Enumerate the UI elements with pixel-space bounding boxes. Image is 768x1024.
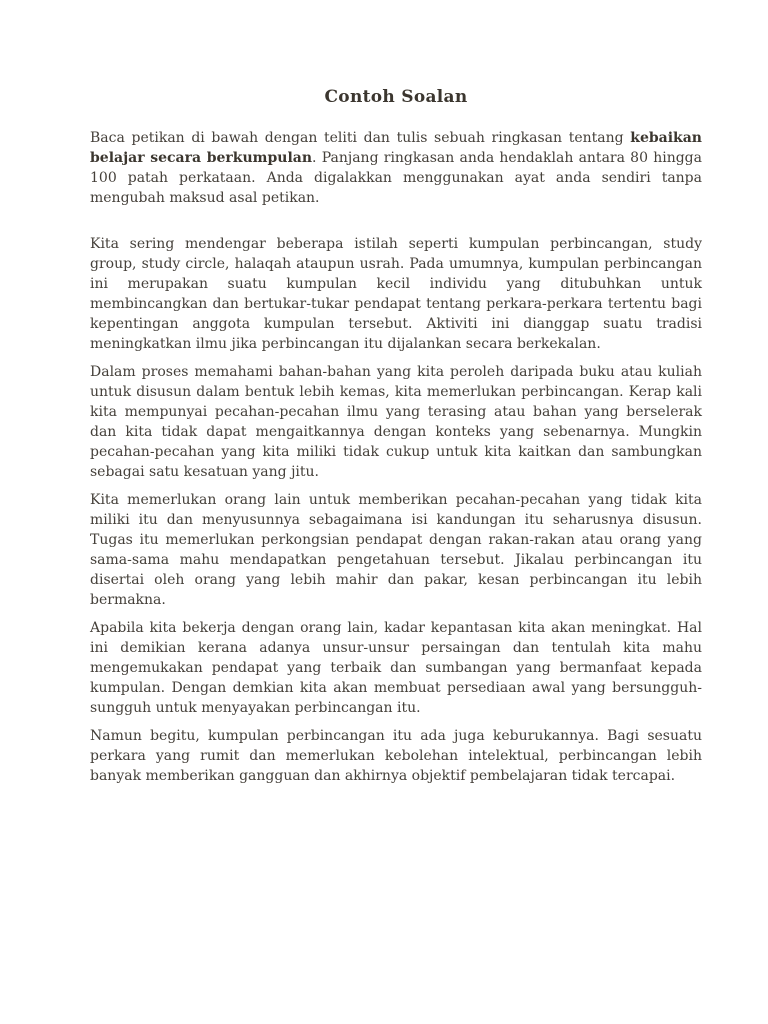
page-title: Contoh Soalan (324, 87, 468, 107)
passage-paragraph: Kita sering mendengar beberapa istilah seperti kumpulan perbincangan, study group, study circle, halaqah ataupun usrah. Pada umumnya, kumpulan perbincangan ini merupakan suatu kumpulan kecil individu yang ditubuhkan untuk membincangkan dan bertukar-tukar pendapat tentang perkara-perkara tertentu bagi kepentingan anggota kumpulan tersebut. Aktiviti ini dianggap suatu tradisi meningkatkan ilmu jika perbincangan itu dijalankan secara berkekalan. (90, 236, 702, 352)
instruction-text-before: Baca petikan di bawah dengan teliti dan tulis sebuah ringkasan tentang (90, 130, 631, 146)
passage-paragraph: Apabila kita bekerja dengan orang lain, kadar kepantasan kita akan meningkat. Hal ini demikian kerana adanya unsur-unsur persaingan dan tentulah kita mahu mengemukakan pendapat yang terbaik dan sumbangan yang bermanfaat kepada kumpulan. Dengan demkian kita akan membuat persediaan awal yang bersungguh-sungguh untuk menyayakan perbincangan itu. (90, 620, 702, 716)
passage-paragraph: Namun begitu, kumpulan perbincangan itu ada juga keburukannya. Bagi sesuatu perkara yang rumit dan memerlukan kebolehan intelektual, perbincangan lebih banyak memberikan gangguan dan akhirnya objektif pembelajaran tidak tercapai. (90, 728, 702, 784)
passage-paragraph: Dalam proses memahami bahan-bahan yang kita peroleh daripada buku atau kuliah untuk disusun dalam bentuk lebih kemas, kita memerlukan perbincangan. Kerap kali kita mempunyai pecahan-pecahan ilmu yang terasing atau bahan yang berselerak dan kita tidak dapat mengaitkannya dengan konteks yang sebenarnya. Mungkin pecahan-pecahan yang kita miliki tidak cukup untuk kita kaitkan dan sambungkan sebagai satu kesatuan yang jitu. (90, 364, 702, 480)
instruction-bold-phrase: kebaikan belajar secara berkumpulan (90, 130, 702, 166)
instruction-text-after: . Panjang ringkasan anda hendaklah antara 80 hingga 100 patah perkataan. Anda digalakkan menggunakan ayat anda sendiri tanpa mengubah maksud asal petikan. (90, 150, 702, 206)
instruction-paragraph (90, 128, 702, 208)
passage-paragraph: Kita memerlukan orang lain untuk memberikan pecahan-pecahan yang tidak kita miliki itu dan menyusunnya sebagaimana isi kandungan itu seharusnya disusun. Tugas itu memerlukan perkongsian pendapat dengan rakan-rakan atau orang yang sama-sama mahu mendapatkan pengetahuan tersebut. Jikalau perbincangan itu disertai oleh orang yang lebih mahir dan pakar, kesan perbincangan itu lebih bermakna. (90, 492, 702, 608)
